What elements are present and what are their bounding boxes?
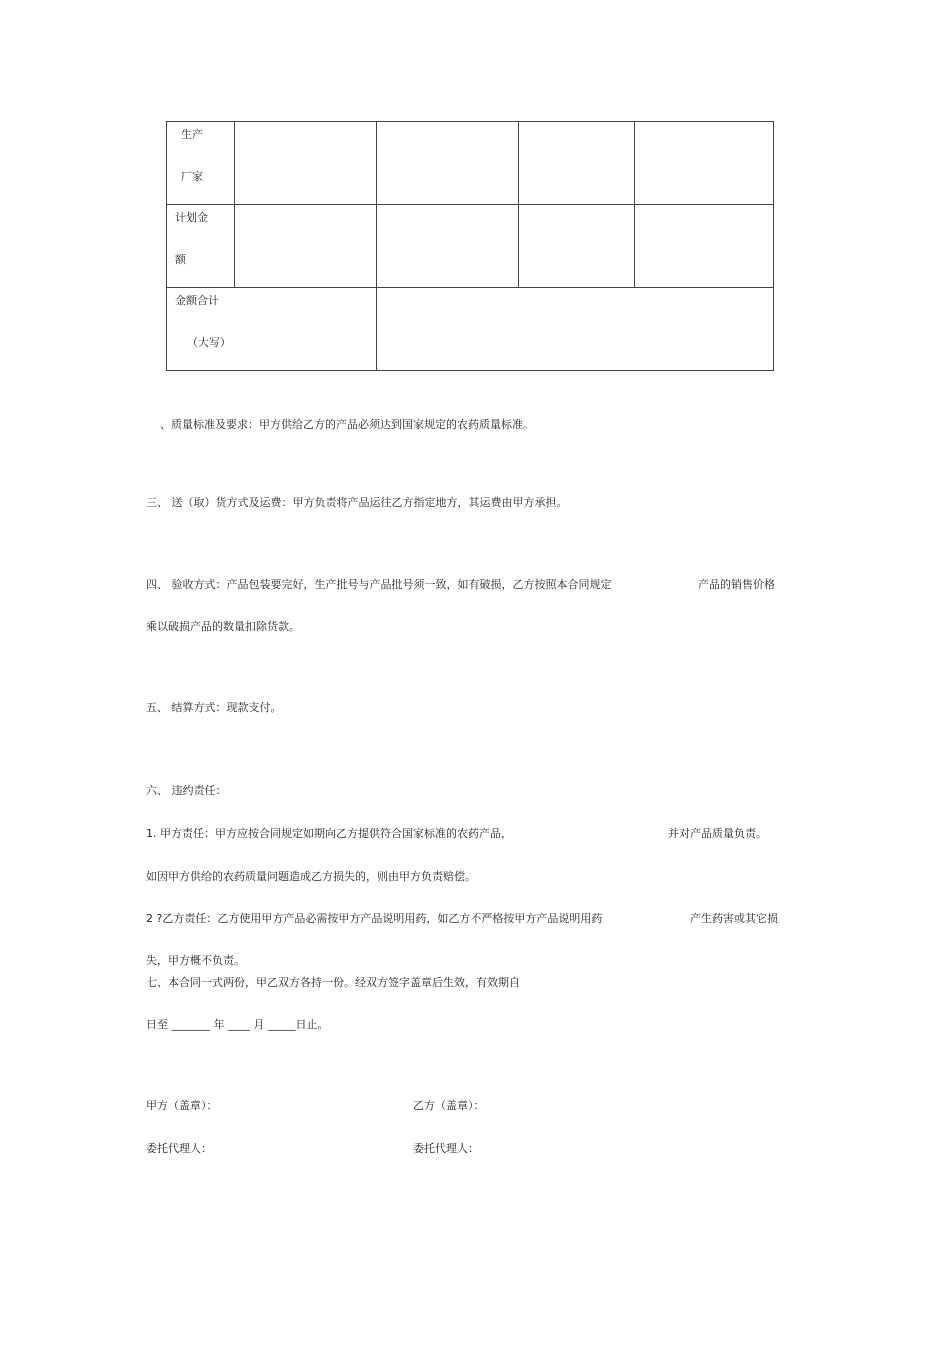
clause-quality: 、质量标准及要求：甲方供给乙方的产品必须达到国家规定的农药质量标准。: [160, 418, 534, 431]
clause-acceptance-part3: 乘以破损产品的数量扣除货款。: [146, 620, 300, 633]
clause-delivery: 三、 送（取）货方式及运费：甲方负责将产品运往乙方指定地方，其运费由甲方承担。: [146, 496, 568, 509]
product-table: [166, 121, 774, 371]
label-line: 额: [175, 253, 186, 266]
clause-copies: 七、本合同一式两份，甲乙双方各持一份。经双方签字盖章后生效，有效期自: [146, 976, 520, 989]
table-cell: [377, 122, 519, 205]
table-row: [167, 122, 774, 205]
table-cell: [635, 122, 774, 205]
table-cell: [635, 205, 774, 288]
table-row: [167, 288, 774, 371]
table-cell: [377, 205, 519, 288]
label-line: （大写）: [187, 336, 231, 349]
row-label-total-amount: [167, 288, 377, 371]
table-cell: [235, 205, 377, 288]
clause-validity: 日至 _______ 年 ____ 月 _____日止。: [146, 1018, 329, 1031]
table-row: [167, 205, 774, 288]
label-line: 金额合计: [175, 294, 219, 307]
clause-liability-2-part2: 产生药害或其它损: [690, 912, 778, 925]
clause-liability-1-part2: 并对产品质量负责。: [668, 827, 767, 840]
row-label-planned-amount: [167, 205, 235, 288]
party-b-seal: 乙方（盖章）：: [413, 1099, 485, 1112]
clause-liability-title: 六、 违约责任：: [146, 784, 227, 797]
party-a-seal: 甲方（盖章）：: [146, 1099, 218, 1112]
table-cell: [519, 205, 635, 288]
clause-liability-1-part1: 1. 甲方责任：甲方应按合同规定如期向乙方提供符合国家标准的农药产品，: [146, 827, 512, 840]
clause-liability-2-part1: 2 ?乙方责任：乙方使用甲方产品必需按甲方产品说明用药，如乙方不严格按甲方产品说明用药: [146, 912, 603, 925]
clause-liability-1-part3: 如因甲方供给的农药质量问题造成乙方损失的，则由甲方负责赔偿。: [146, 870, 476, 883]
label-line: 计划金: [175, 211, 208, 224]
table-cell-total-value: [377, 288, 774, 371]
table-cell: [235, 122, 377, 205]
party-b-agent: 委托代理人：: [413, 1142, 479, 1155]
clause-settlement: 五、 结算方式：现款支付。: [146, 701, 282, 714]
clause-acceptance-part2: 产品的销售价格: [698, 578, 775, 591]
table-cell: [519, 122, 635, 205]
row-label-manufacturer: [167, 122, 235, 205]
label-line: 生产: [181, 128, 203, 141]
party-a-agent: 委托代理人：: [146, 1142, 212, 1155]
clause-acceptance-part1: 四、 验收方式：产品包装要完好，生产批号与产品批号须一致，如有破损，乙方按照本合同规定: [146, 578, 612, 591]
label-line: 厂家: [181, 170, 203, 183]
clause-liability-2-part3: 失，甲方概不负责。: [146, 954, 245, 967]
